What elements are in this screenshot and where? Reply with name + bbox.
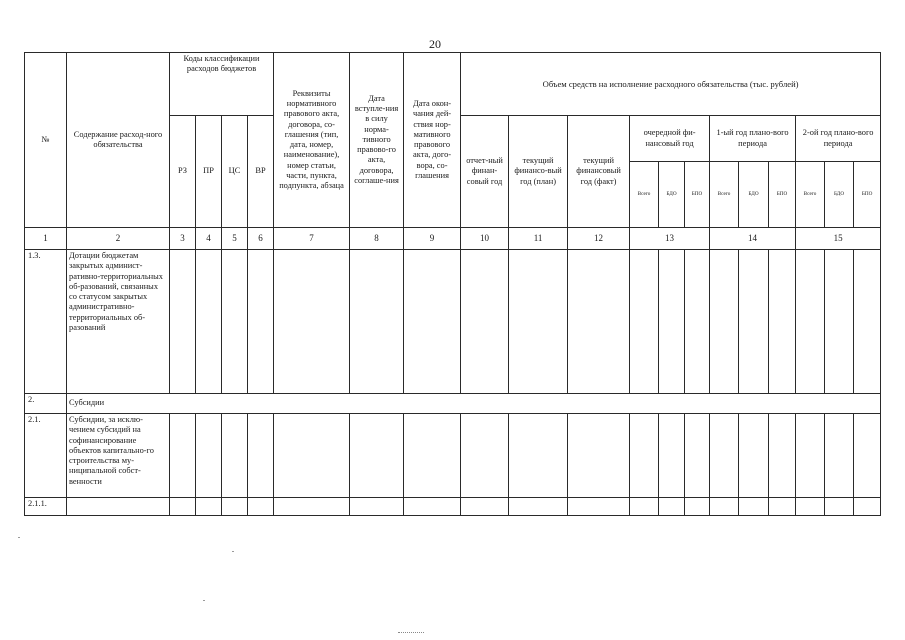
column-number: 2 <box>67 228 170 250</box>
sub-plan2-bpo: БПО <box>854 162 881 228</box>
column-number: 12 <box>568 228 630 250</box>
scan-footer-mark <box>398 632 424 635</box>
row-content: Субсидии <box>67 394 881 414</box>
column-number: 9 <box>404 228 461 250</box>
sub-plan1-bdo: БДО <box>739 162 769 228</box>
sub-next-bdo: БДО <box>659 162 685 228</box>
header-next-year: очередной фи-нансовый год <box>630 116 710 162</box>
page-number: 20 <box>429 37 441 51</box>
column-number: 10 <box>461 228 509 250</box>
sub-plan1-bpo: БПО <box>769 162 796 228</box>
column-number: 5 <box>222 228 248 250</box>
scan-speck <box>18 537 20 538</box>
table-row <box>25 498 881 516</box>
header-code-vr: ВР <box>248 116 274 228</box>
row-number: 2.1.1. <box>25 498 67 516</box>
sub-next-total: Всего <box>630 162 659 228</box>
scan-speck <box>232 551 234 552</box>
header-code-pr: ПР <box>196 116 222 228</box>
column-number: 11 <box>509 228 568 250</box>
table-row <box>25 414 881 498</box>
row-number: 2.1. <box>25 414 67 498</box>
scan-speck <box>203 600 205 601</box>
row-content: Дотации бюджетам закрытых админист-ративно-территориальных об-разований, связанных со статусом закрытых административно-территориальных об-разований <box>67 250 170 394</box>
expenditure-obligations-table <box>24 52 881 516</box>
header-date-end: Дата окон-чания дей-ствия нор-мативного правового акта, дого-вора, со-глашения <box>404 53 461 228</box>
header-report-year: отчет-ный финан-совый год <box>461 116 509 228</box>
row-number: 2. <box>25 394 67 414</box>
header-date-start: Дата вступле-ния в силу норма-тивного правово-го акта, договора, соглаше-ния <box>350 53 404 228</box>
sub-plan2-bdo: БДО <box>825 162 854 228</box>
header-no: № <box>25 53 67 228</box>
column-number: 15 <box>796 228 881 250</box>
header-code-cs: ЦС <box>222 116 248 228</box>
sub-next-bpo: БПО <box>685 162 710 228</box>
column-number: 14 <box>710 228 796 250</box>
header-codes-group: Коды классификации расходов бюджетов <box>170 53 274 116</box>
column-number: 13 <box>630 228 710 250</box>
row-content: Субсидии, за исклю-чением субсидий на софинансирование объектов капитально-го строительства му-ниципальной собст-венности <box>67 414 170 498</box>
table-row <box>25 394 881 414</box>
table-row <box>25 250 881 394</box>
header-plan-year-2: 2-ой год плано-вого периода <box>796 116 881 162</box>
row-number: 1.3. <box>25 250 67 394</box>
column-number: 4 <box>196 228 222 250</box>
header-current-fact: текущий финансовый год (факт) <box>568 116 630 228</box>
header-plan-year-1: 1-ый год плано-вого периода <box>710 116 796 162</box>
row-content <box>67 498 170 516</box>
column-number: 1 <box>25 228 67 250</box>
header-requisites: Реквизиты нормативного правового акта, договора, со-глашения (тип, дата, номер, наименование), номер статьи, части, пункта, подпункта, абзаца <box>274 53 350 228</box>
sub-plan2-total: Всего <box>796 162 825 228</box>
column-number: 6 <box>248 228 274 250</box>
column-number: 8 <box>350 228 404 250</box>
header-code-rz: РЗ <box>170 116 196 228</box>
column-number: 7 <box>274 228 350 250</box>
header-volume-group: Объем средств на исполнение расходного обязательства (тыс. рублей) <box>461 53 881 116</box>
header-current-plan: текущий финансо-вый год (план) <box>509 116 568 228</box>
column-number: 3 <box>170 228 196 250</box>
sub-plan1-total: Всего <box>710 162 739 228</box>
column-number-row <box>25 228 881 250</box>
header-content: Содержание расход-ного обязательства <box>67 53 170 228</box>
